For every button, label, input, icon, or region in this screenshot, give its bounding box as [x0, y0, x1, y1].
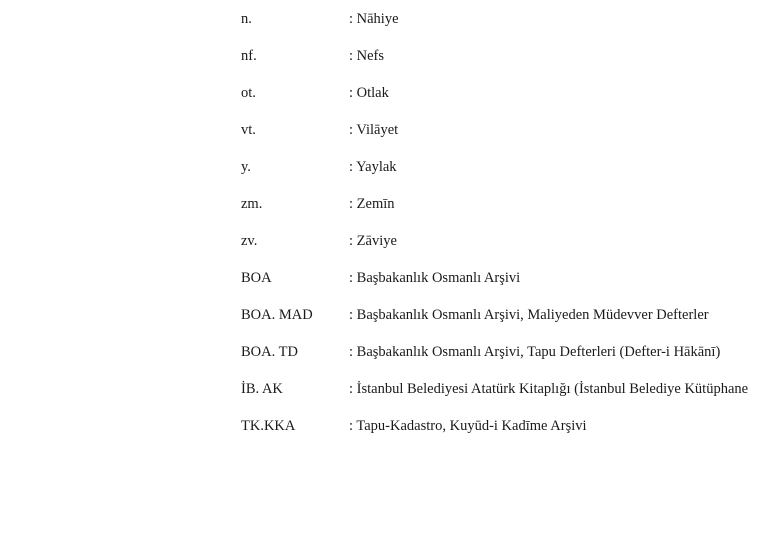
abbreviation-key: vt.	[241, 122, 256, 138]
abbreviation-key: n.	[241, 11, 252, 27]
abbreviation-value: : Başbakanlık Osmanlı Arşivi, Tapu Defterleri (Defter-i Hākānī)	[349, 344, 721, 360]
abbreviation-value: : Nāhiye	[349, 11, 399, 27]
abbreviation-value: : Nefs	[349, 48, 385, 64]
abbreviation-key: TK.KKA	[241, 418, 296, 434]
abbreviation-key: y.	[241, 159, 251, 175]
abbreviation-key: zv.	[241, 233, 258, 249]
abbreviation-value: : Zemīn	[349, 196, 395, 212]
abbreviation-value: : Yaylak	[349, 159, 397, 175]
abbreviation-key: ot.	[241, 85, 256, 101]
abbreviation-key: BOA	[241, 270, 272, 286]
abbreviation-value: : Otlak	[349, 85, 389, 101]
abbreviation-key: nf.	[241, 48, 257, 64]
abbreviation-key: BOA. TD	[241, 344, 298, 360]
abbreviation-value: : Başbakanlık Osmanlı Arşivi, Maliyeden Müdevver Defterler	[349, 307, 709, 323]
abbreviation-value: : Başbakanlık Osmanlı Arşivi	[349, 270, 521, 286]
abbreviation-key: zm.	[241, 196, 263, 212]
abbreviation-value: : Zāviye	[349, 233, 397, 249]
abbreviation-value: : Tapu-Kadastro, Kuyūd-i Kadīme Arşivi	[349, 418, 587, 434]
abbreviation-value: : Vilāyet	[349, 122, 399, 138]
abbreviation-key: BOA. MAD	[241, 307, 313, 323]
abbreviation-value: : İstanbul Belediyesi Atatürk Kitaplığı (İstanbul Belediye Kütüphane	[349, 381, 749, 397]
abbreviation-key: İB. AK	[241, 381, 283, 397]
